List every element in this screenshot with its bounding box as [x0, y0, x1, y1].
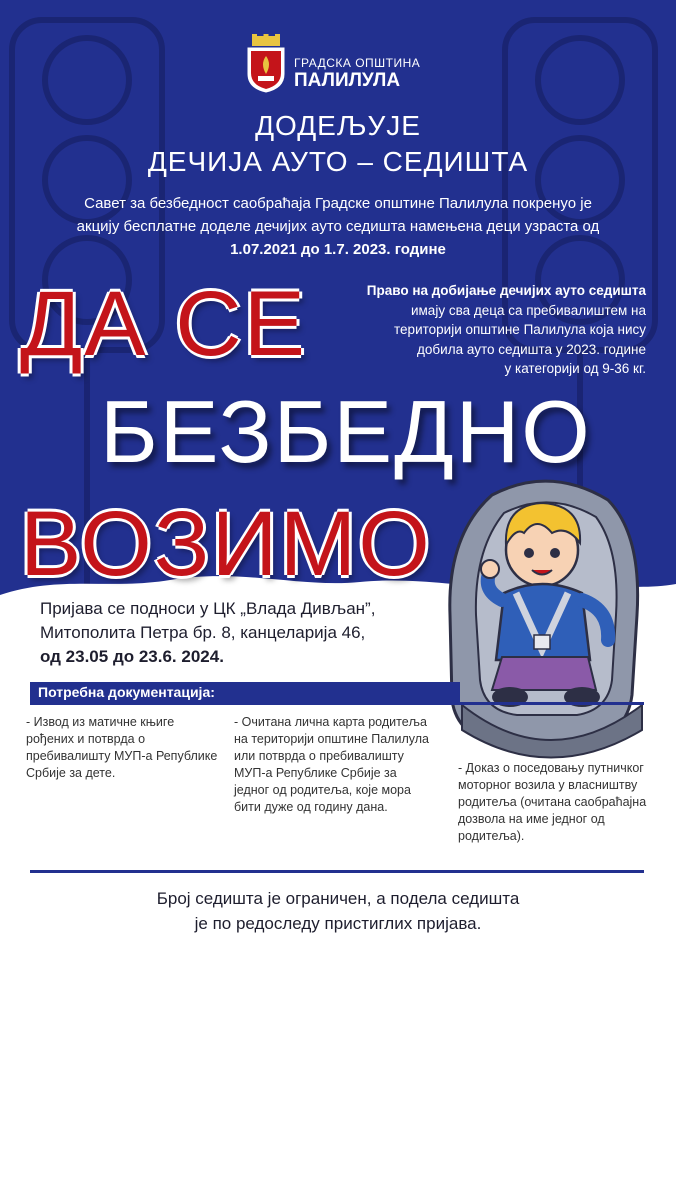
document-item-2: - Очитана лична карта родитеља на територији општине Палилула или потврда о пребивалишту МУП-а Републике Србије за једног од родитеља, које мора бити дуже од годину дана.	[234, 715, 430, 814]
heading-line-1: ДОДЕЉУЈЕ	[255, 110, 421, 141]
footer-line-2: је по редоследу пристиглих пријава.	[194, 914, 482, 933]
eligibility-line-5: у категорији од 9-36 кг.	[504, 361, 646, 376]
eligibility-lead: Право на добијање дечијих ауто седишта	[366, 283, 646, 298]
eligibility-line-3: територији општине Палилула која нису	[394, 322, 646, 337]
documents-title: Потребна документација:	[38, 684, 215, 700]
child-car-seat-illustration	[432, 475, 668, 760]
slogan-line-3: ВОЗИМО	[20, 493, 432, 595]
slogan-line-1: ДА СЕ	[20, 273, 308, 375]
eligibility-line-2: имају сва деца са пребивалиштем на	[410, 302, 646, 318]
slogan-line-2: БЕЗБЕДНО	[100, 382, 592, 481]
document-item-3: - Доказ о поседовању путничког моторног возила у власништву родитеља (очитана саобраћајна дозвола на име једног од родитеља).	[458, 761, 647, 843]
application-line-2: Митополита Петра бр. 8, канцеларија 46,	[40, 623, 366, 642]
footer-line-1: Број седишта је ограничен, а подела седишта	[156, 889, 520, 908]
application-dates: од 23.05 до 23.6. 2024.	[40, 647, 224, 666]
logo-title: ПАЛИЛУЛА	[294, 70, 401, 91]
footer-divider	[30, 870, 644, 873]
application-info	[40, 597, 460, 669]
intro-text	[30, 192, 646, 261]
document-item-1: - Извод из матичне књиге рођених и потврда о пребивалишту МУП-а Републике Србије за дете.	[26, 715, 218, 780]
municipality-crest-icon	[244, 34, 288, 94]
footer-text	[30, 886, 646, 936]
logo-subtitle: ГРАДСКА ОПШТИНА	[294, 56, 421, 70]
application-line-1: Пријава се подноси у ЦК „Влада Дивљан”,	[40, 599, 376, 618]
intro-line-1: Савет за безбедност саобраћаја Градске општине Палилула покренуо је	[84, 195, 592, 212]
municipality-logo	[244, 34, 432, 96]
eligibility-line-4: добила ауто седишта у 2023. године	[417, 341, 646, 357]
eligibility-text	[286, 281, 646, 379]
intro-line-2: акцију бесплатне доделе дечијих ауто седишта намењена деци узраста од	[76, 218, 600, 235]
documents-divider	[30, 702, 644, 705]
heading-line-2: ДЕЧИЈА АУТО – СЕДИШТА	[147, 146, 529, 177]
intro-dates: 1.07.2021 до 1.7. 2023. године	[230, 241, 446, 258]
